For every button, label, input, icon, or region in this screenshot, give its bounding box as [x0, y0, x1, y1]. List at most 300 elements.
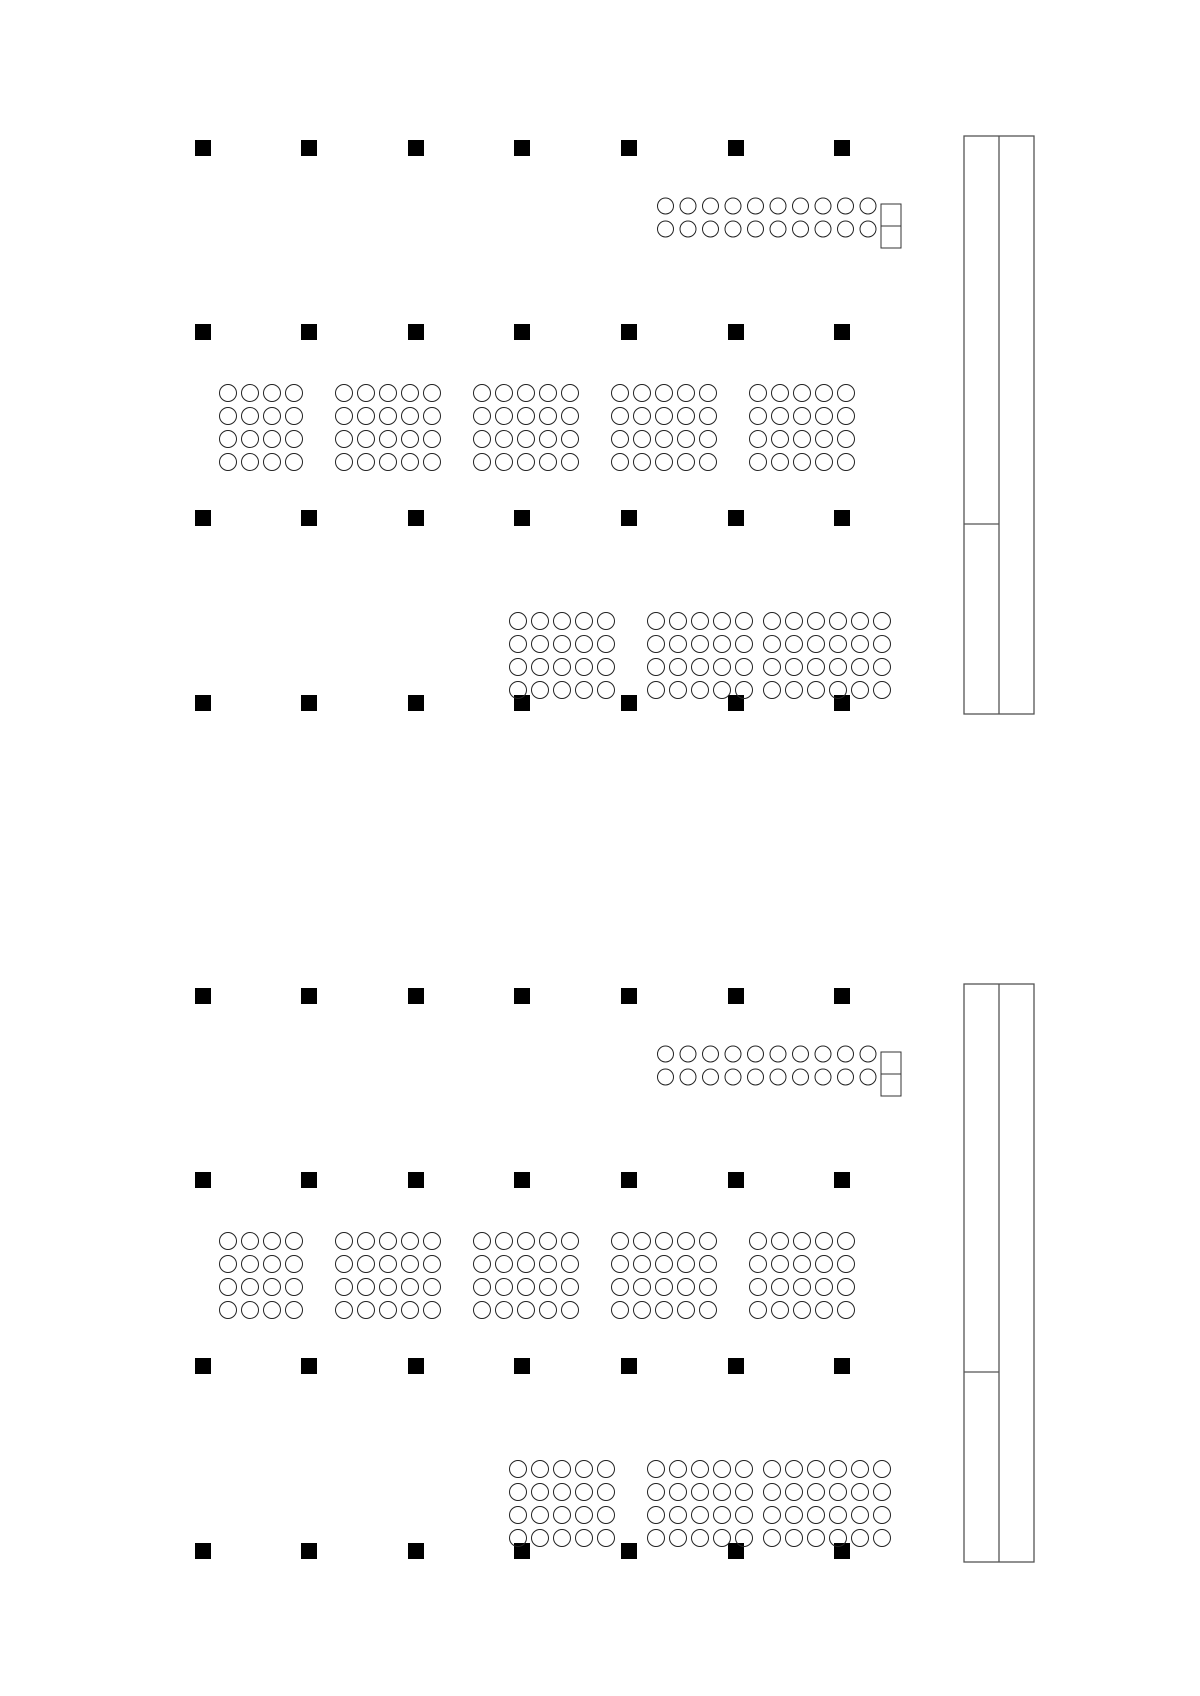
roll-digit-bubble[interactable] [793, 1046, 809, 1062]
answer-bubble[interactable] [576, 1461, 593, 1478]
answer-bubble[interactable] [510, 659, 527, 676]
answer-bubble[interactable] [678, 385, 695, 402]
answer-bubble[interactable] [576, 659, 593, 676]
answer-bubble[interactable] [510, 636, 527, 653]
answer-bubble[interactable] [562, 1233, 579, 1250]
answer-bubble[interactable] [786, 636, 803, 653]
answer-bubble[interactable] [264, 385, 281, 402]
answer-bubble[interactable] [510, 1507, 527, 1524]
answer-bubble[interactable] [692, 1484, 709, 1501]
answer-bubble[interactable] [286, 385, 303, 402]
roll-digit-bubble[interactable] [838, 198, 854, 214]
answer-bubble[interactable] [612, 1279, 629, 1296]
answer-bubble[interactable] [532, 1530, 549, 1547]
answer-bubble[interactable] [554, 659, 571, 676]
answer-bubble[interactable] [808, 613, 825, 630]
answer-bubble[interactable] [540, 1279, 557, 1296]
answer-bubble[interactable] [380, 1233, 397, 1250]
answer-bubble[interactable] [656, 408, 673, 425]
answer-bubble[interactable] [786, 682, 803, 699]
answer-bubble[interactable] [648, 1461, 665, 1478]
answer-bubble[interactable] [700, 1279, 717, 1296]
roll-digit-bubble[interactable] [725, 198, 741, 214]
answer-bubble[interactable] [874, 1461, 891, 1478]
answer-bubble[interactable] [634, 431, 651, 448]
answer-bubble[interactable] [816, 1279, 833, 1296]
answer-bubble[interactable] [808, 1461, 825, 1478]
answer-bubble[interactable] [736, 659, 753, 676]
answer-bubble[interactable] [692, 1461, 709, 1478]
answer-bubble[interactable] [424, 1256, 441, 1273]
answer-bubble[interactable] [852, 1530, 869, 1547]
answer-bubble[interactable] [772, 1279, 789, 1296]
answer-bubble[interactable] [562, 1279, 579, 1296]
answer-bubble[interactable] [402, 454, 419, 471]
answer-bubble[interactable] [794, 1233, 811, 1250]
answer-bubble[interactable] [678, 1256, 695, 1273]
answer-bubble[interactable] [510, 613, 527, 630]
answer-bubble[interactable] [750, 1279, 767, 1296]
answer-bubble[interactable] [692, 659, 709, 676]
answer-bubble[interactable] [576, 613, 593, 630]
answer-bubble[interactable] [750, 454, 767, 471]
answer-bubble[interactable] [532, 1507, 549, 1524]
answer-bubble[interactable] [764, 613, 781, 630]
answer-bubble[interactable] [496, 1279, 513, 1296]
answer-bubble[interactable] [336, 385, 353, 402]
answer-bubble[interactable] [634, 385, 651, 402]
answer-bubble[interactable] [540, 454, 557, 471]
roll-digit-bubble[interactable] [770, 1069, 786, 1085]
answer-bubble[interactable] [786, 1507, 803, 1524]
answer-bubble[interactable] [424, 1233, 441, 1250]
answer-bubble[interactable] [794, 454, 811, 471]
answer-bubble[interactable] [358, 1256, 375, 1273]
answer-bubble[interactable] [700, 454, 717, 471]
answer-bubble[interactable] [656, 1233, 673, 1250]
answer-bubble[interactable] [670, 659, 687, 676]
answer-bubble[interactable] [838, 431, 855, 448]
answer-bubble[interactable] [358, 1233, 375, 1250]
answer-bubble[interactable] [554, 1507, 571, 1524]
answer-bubble[interactable] [220, 1256, 237, 1273]
answer-bubble[interactable] [750, 1256, 767, 1273]
answer-bubble[interactable] [612, 1233, 629, 1250]
answer-bubble[interactable] [518, 454, 535, 471]
answer-bubble[interactable] [562, 454, 579, 471]
answer-bubble[interactable] [808, 636, 825, 653]
answer-bubble[interactable] [598, 1461, 615, 1478]
answer-bubble[interactable] [750, 408, 767, 425]
roll-digit-bubble[interactable] [748, 198, 764, 214]
answer-bubble[interactable] [656, 454, 673, 471]
answer-bubble[interactable] [830, 1484, 847, 1501]
answer-bubble[interactable] [518, 431, 535, 448]
answer-bubble[interactable] [424, 431, 441, 448]
answer-bubble[interactable] [808, 682, 825, 699]
answer-bubble[interactable] [656, 431, 673, 448]
answer-bubble[interactable] [772, 408, 789, 425]
answer-bubble[interactable] [786, 1484, 803, 1501]
answer-bubble[interactable] [852, 1507, 869, 1524]
roll-digit-bubble[interactable] [680, 198, 696, 214]
roll-digit-bubble[interactable] [725, 221, 741, 237]
answer-bubble[interactable] [402, 1302, 419, 1319]
answer-bubble[interactable] [242, 1302, 259, 1319]
answer-bubble[interactable] [264, 408, 281, 425]
answer-bubble[interactable] [678, 431, 695, 448]
answer-bubble[interactable] [598, 1507, 615, 1524]
answer-bubble[interactable] [838, 1279, 855, 1296]
answer-bubble[interactable] [336, 1302, 353, 1319]
answer-bubble[interactable] [670, 1461, 687, 1478]
answer-bubble[interactable] [714, 1484, 731, 1501]
answer-bubble[interactable] [648, 682, 665, 699]
answer-bubble[interactable] [750, 431, 767, 448]
answer-bubble[interactable] [474, 454, 491, 471]
answer-bubble[interactable] [714, 659, 731, 676]
answer-bubble[interactable] [612, 431, 629, 448]
roll-digit-bubble[interactable] [793, 221, 809, 237]
answer-bubble[interactable] [336, 454, 353, 471]
answer-bubble[interactable] [554, 1461, 571, 1478]
answer-bubble[interactable] [874, 1484, 891, 1501]
answer-bubble[interactable] [286, 1233, 303, 1250]
answer-bubble[interactable] [286, 1256, 303, 1273]
answer-bubble[interactable] [554, 1530, 571, 1547]
answer-bubble[interactable] [852, 659, 869, 676]
answer-bubble[interactable] [532, 659, 549, 676]
answer-bubble[interactable] [714, 1461, 731, 1478]
answer-bubble[interactable] [286, 1279, 303, 1296]
answer-bubble[interactable] [554, 1484, 571, 1501]
answer-bubble[interactable] [838, 454, 855, 471]
answer-bubble[interactable] [242, 1279, 259, 1296]
answer-bubble[interactable] [634, 408, 651, 425]
answer-bubble[interactable] [612, 408, 629, 425]
answer-bubble[interactable] [816, 1302, 833, 1319]
answer-bubble[interactable] [242, 1233, 259, 1250]
answer-bubble[interactable] [612, 454, 629, 471]
answer-bubble[interactable] [692, 613, 709, 630]
answer-bubble[interactable] [576, 636, 593, 653]
answer-bubble[interactable] [540, 1256, 557, 1273]
answer-bubble[interactable] [874, 613, 891, 630]
answer-bubble[interactable] [648, 659, 665, 676]
roll-digit-bubble[interactable] [748, 221, 764, 237]
answer-bubble[interactable] [772, 454, 789, 471]
roll-digit-bubble[interactable] [860, 1069, 876, 1085]
answer-bubble[interactable] [264, 454, 281, 471]
answer-bubble[interactable] [474, 1279, 491, 1296]
answer-bubble[interactable] [424, 454, 441, 471]
answer-bubble[interactable] [670, 682, 687, 699]
answer-bubble[interactable] [598, 613, 615, 630]
answer-bubble[interactable] [532, 636, 549, 653]
answer-bubble[interactable] [598, 682, 615, 699]
answer-bubble[interactable] [764, 1484, 781, 1501]
roll-digit-bubble[interactable] [703, 198, 719, 214]
roll-digit-bubble[interactable] [860, 221, 876, 237]
roll-digit-bubble[interactable] [838, 1046, 854, 1062]
roll-digit-bubble[interactable] [703, 1046, 719, 1062]
answer-bubble[interactable] [380, 1279, 397, 1296]
answer-bubble[interactable] [794, 385, 811, 402]
roll-digit-bubble[interactable] [658, 221, 674, 237]
answer-bubble[interactable] [474, 1302, 491, 1319]
answer-bubble[interactable] [576, 1484, 593, 1501]
answer-bubble[interactable] [874, 682, 891, 699]
answer-bubble[interactable] [518, 1279, 535, 1296]
answer-bubble[interactable] [764, 659, 781, 676]
answer-bubble[interactable] [598, 1530, 615, 1547]
answer-bubble[interactable] [700, 408, 717, 425]
roll-digit-box[interactable] [881, 1052, 901, 1074]
answer-bubble[interactable] [830, 1461, 847, 1478]
answer-bubble[interactable] [648, 636, 665, 653]
answer-bubble[interactable] [670, 1507, 687, 1524]
answer-bubble[interactable] [670, 1484, 687, 1501]
answer-bubble[interactable] [220, 1279, 237, 1296]
answer-bubble[interactable] [336, 1256, 353, 1273]
roll-digit-bubble[interactable] [680, 221, 696, 237]
answer-bubble[interactable] [678, 1233, 695, 1250]
answer-bubble[interactable] [532, 613, 549, 630]
answer-bubble[interactable] [402, 1279, 419, 1296]
roll-digit-box[interactable] [881, 1074, 901, 1096]
answer-bubble[interactable] [540, 1302, 557, 1319]
answer-bubble[interactable] [656, 1302, 673, 1319]
answer-bubble[interactable] [808, 1484, 825, 1501]
roll-digit-bubble[interactable] [793, 1069, 809, 1085]
answer-bubble[interactable] [380, 1256, 397, 1273]
roll-digit-bubble[interactable] [770, 221, 786, 237]
answer-bubble[interactable] [474, 1233, 491, 1250]
answer-bubble[interactable] [358, 408, 375, 425]
answer-bubble[interactable] [220, 385, 237, 402]
answer-bubble[interactable] [656, 1279, 673, 1296]
answer-bubble[interactable] [874, 1530, 891, 1547]
answer-bubble[interactable] [510, 1484, 527, 1501]
roll-digit-bubble[interactable] [680, 1046, 696, 1062]
answer-bubble[interactable] [264, 431, 281, 448]
answer-bubble[interactable] [786, 1530, 803, 1547]
answer-bubble[interactable] [286, 408, 303, 425]
answer-bubble[interactable] [264, 1256, 281, 1273]
answer-bubble[interactable] [496, 1233, 513, 1250]
answer-bubble[interactable] [532, 1461, 549, 1478]
answer-bubble[interactable] [656, 1256, 673, 1273]
answer-bubble[interactable] [816, 1256, 833, 1273]
answer-bubble[interactable] [496, 1302, 513, 1319]
answer-bubble[interactable] [816, 385, 833, 402]
answer-bubble[interactable] [670, 636, 687, 653]
answer-bubble[interactable] [576, 682, 593, 699]
answer-bubble[interactable] [852, 682, 869, 699]
answer-bubble[interactable] [764, 1461, 781, 1478]
answer-bubble[interactable] [736, 636, 753, 653]
answer-bubble[interactable] [634, 1279, 651, 1296]
roll-digit-bubble[interactable] [815, 1046, 831, 1062]
answer-bubble[interactable] [670, 613, 687, 630]
answer-bubble[interactable] [794, 1279, 811, 1296]
answer-bubble[interactable] [838, 385, 855, 402]
answer-bubble[interactable] [692, 682, 709, 699]
answer-bubble[interactable] [816, 454, 833, 471]
answer-bubble[interactable] [380, 385, 397, 402]
answer-bubble[interactable] [852, 613, 869, 630]
answer-bubble[interactable] [830, 613, 847, 630]
answer-bubble[interactable] [402, 408, 419, 425]
answer-bubble[interactable] [286, 454, 303, 471]
answer-bubble[interactable] [518, 1302, 535, 1319]
answer-bubble[interactable] [496, 454, 513, 471]
answer-bubble[interactable] [816, 1233, 833, 1250]
answer-bubble[interactable] [220, 431, 237, 448]
answer-bubble[interactable] [424, 408, 441, 425]
answer-bubble[interactable] [496, 408, 513, 425]
answer-bubble[interactable] [220, 1302, 237, 1319]
answer-bubble[interactable] [264, 1233, 281, 1250]
answer-bubble[interactable] [648, 613, 665, 630]
answer-bubble[interactable] [874, 636, 891, 653]
answer-bubble[interactable] [714, 1507, 731, 1524]
answer-bubble[interactable] [714, 636, 731, 653]
roll-digit-bubble[interactable] [725, 1046, 741, 1062]
answer-bubble[interactable] [264, 1279, 281, 1296]
answer-bubble[interactable] [424, 1302, 441, 1319]
answer-bubble[interactable] [648, 1484, 665, 1501]
answer-bubble[interactable] [562, 408, 579, 425]
answer-bubble[interactable] [540, 408, 557, 425]
answer-bubble[interactable] [736, 613, 753, 630]
answer-bubble[interactable] [612, 385, 629, 402]
answer-bubble[interactable] [336, 1279, 353, 1296]
answer-bubble[interactable] [336, 431, 353, 448]
answer-bubble[interactable] [786, 613, 803, 630]
answer-bubble[interactable] [264, 1302, 281, 1319]
answer-bubble[interactable] [242, 1256, 259, 1273]
answer-bubble[interactable] [598, 636, 615, 653]
roll-digit-bubble[interactable] [815, 1069, 831, 1085]
answer-bubble[interactable] [380, 1302, 397, 1319]
roll-digit-bubble[interactable] [770, 1046, 786, 1062]
answer-bubble[interactable] [612, 1302, 629, 1319]
answer-bubble[interactable] [576, 1530, 593, 1547]
answer-bubble[interactable] [576, 1507, 593, 1524]
answer-bubble[interactable] [474, 431, 491, 448]
answer-bubble[interactable] [634, 1302, 651, 1319]
answer-bubble[interactable] [532, 682, 549, 699]
answer-bubble[interactable] [808, 659, 825, 676]
answer-bubble[interactable] [562, 1302, 579, 1319]
answer-bubble[interactable] [830, 636, 847, 653]
answer-bubble[interactable] [852, 1461, 869, 1478]
answer-bubble[interactable] [692, 636, 709, 653]
roll-digit-bubble[interactable] [680, 1069, 696, 1085]
answer-bubble[interactable] [336, 1233, 353, 1250]
answer-bubble[interactable] [830, 659, 847, 676]
answer-bubble[interactable] [496, 431, 513, 448]
answer-bubble[interactable] [714, 1530, 731, 1547]
roll-digit-bubble[interactable] [838, 221, 854, 237]
answer-bubble[interactable] [794, 408, 811, 425]
answer-bubble[interactable] [402, 1256, 419, 1273]
answer-bubble[interactable] [402, 385, 419, 402]
answer-bubble[interactable] [794, 431, 811, 448]
answer-bubble[interactable] [808, 1530, 825, 1547]
answer-bubble[interactable] [772, 1233, 789, 1250]
answer-bubble[interactable] [700, 1256, 717, 1273]
answer-bubble[interactable] [692, 1530, 709, 1547]
answer-bubble[interactable] [358, 1302, 375, 1319]
answer-bubble[interactable] [772, 385, 789, 402]
answer-bubble[interactable] [656, 385, 673, 402]
answer-bubble[interactable] [474, 385, 491, 402]
answer-bubble[interactable] [518, 1233, 535, 1250]
answer-bubble[interactable] [736, 1507, 753, 1524]
answer-bubble[interactable] [736, 1461, 753, 1478]
answer-bubble[interactable] [670, 1530, 687, 1547]
answer-bubble[interactable] [852, 1484, 869, 1501]
answer-bubble[interactable] [402, 1233, 419, 1250]
roll-digit-bubble[interactable] [658, 1046, 674, 1062]
answer-bubble[interactable] [852, 636, 869, 653]
answer-bubble[interactable] [518, 1256, 535, 1273]
answer-bubble[interactable] [794, 1256, 811, 1273]
answer-bubble[interactable] [358, 385, 375, 402]
answer-bubble[interactable] [764, 1507, 781, 1524]
answer-bubble[interactable] [874, 1507, 891, 1524]
answer-bubble[interactable] [358, 431, 375, 448]
roll-digit-bubble[interactable] [860, 198, 876, 214]
answer-bubble[interactable] [286, 431, 303, 448]
answer-bubble[interactable] [772, 1302, 789, 1319]
answer-bubble[interactable] [794, 1302, 811, 1319]
answer-bubble[interactable] [714, 682, 731, 699]
answer-bubble[interactable] [692, 1507, 709, 1524]
roll-digit-bubble[interactable] [815, 198, 831, 214]
roll-digit-bubble[interactable] [725, 1069, 741, 1085]
answer-bubble[interactable] [380, 408, 397, 425]
answer-bubble[interactable] [380, 431, 397, 448]
answer-bubble[interactable] [510, 1461, 527, 1478]
answer-bubble[interactable] [700, 385, 717, 402]
answer-bubble[interactable] [358, 454, 375, 471]
answer-bubble[interactable] [554, 636, 571, 653]
answer-bubble[interactable] [830, 1507, 847, 1524]
answer-bubble[interactable] [242, 408, 259, 425]
answer-bubble[interactable] [764, 636, 781, 653]
answer-bubble[interactable] [648, 1507, 665, 1524]
answer-bubble[interactable] [736, 1484, 753, 1501]
answer-bubble[interactable] [336, 408, 353, 425]
answer-bubble[interactable] [678, 1279, 695, 1296]
answer-bubble[interactable] [518, 408, 535, 425]
answer-bubble[interactable] [678, 454, 695, 471]
roll-digit-bubble[interactable] [815, 221, 831, 237]
answer-bubble[interactable] [816, 408, 833, 425]
answer-bubble[interactable] [496, 385, 513, 402]
answer-bubble[interactable] [540, 1233, 557, 1250]
roll-digit-bubble[interactable] [658, 1069, 674, 1085]
answer-bubble[interactable] [518, 385, 535, 402]
answer-bubble[interactable] [816, 431, 833, 448]
answer-bubble[interactable] [750, 385, 767, 402]
roll-digit-bubble[interactable] [703, 221, 719, 237]
roll-digit-box[interactable] [881, 226, 901, 248]
answer-bubble[interactable] [220, 408, 237, 425]
